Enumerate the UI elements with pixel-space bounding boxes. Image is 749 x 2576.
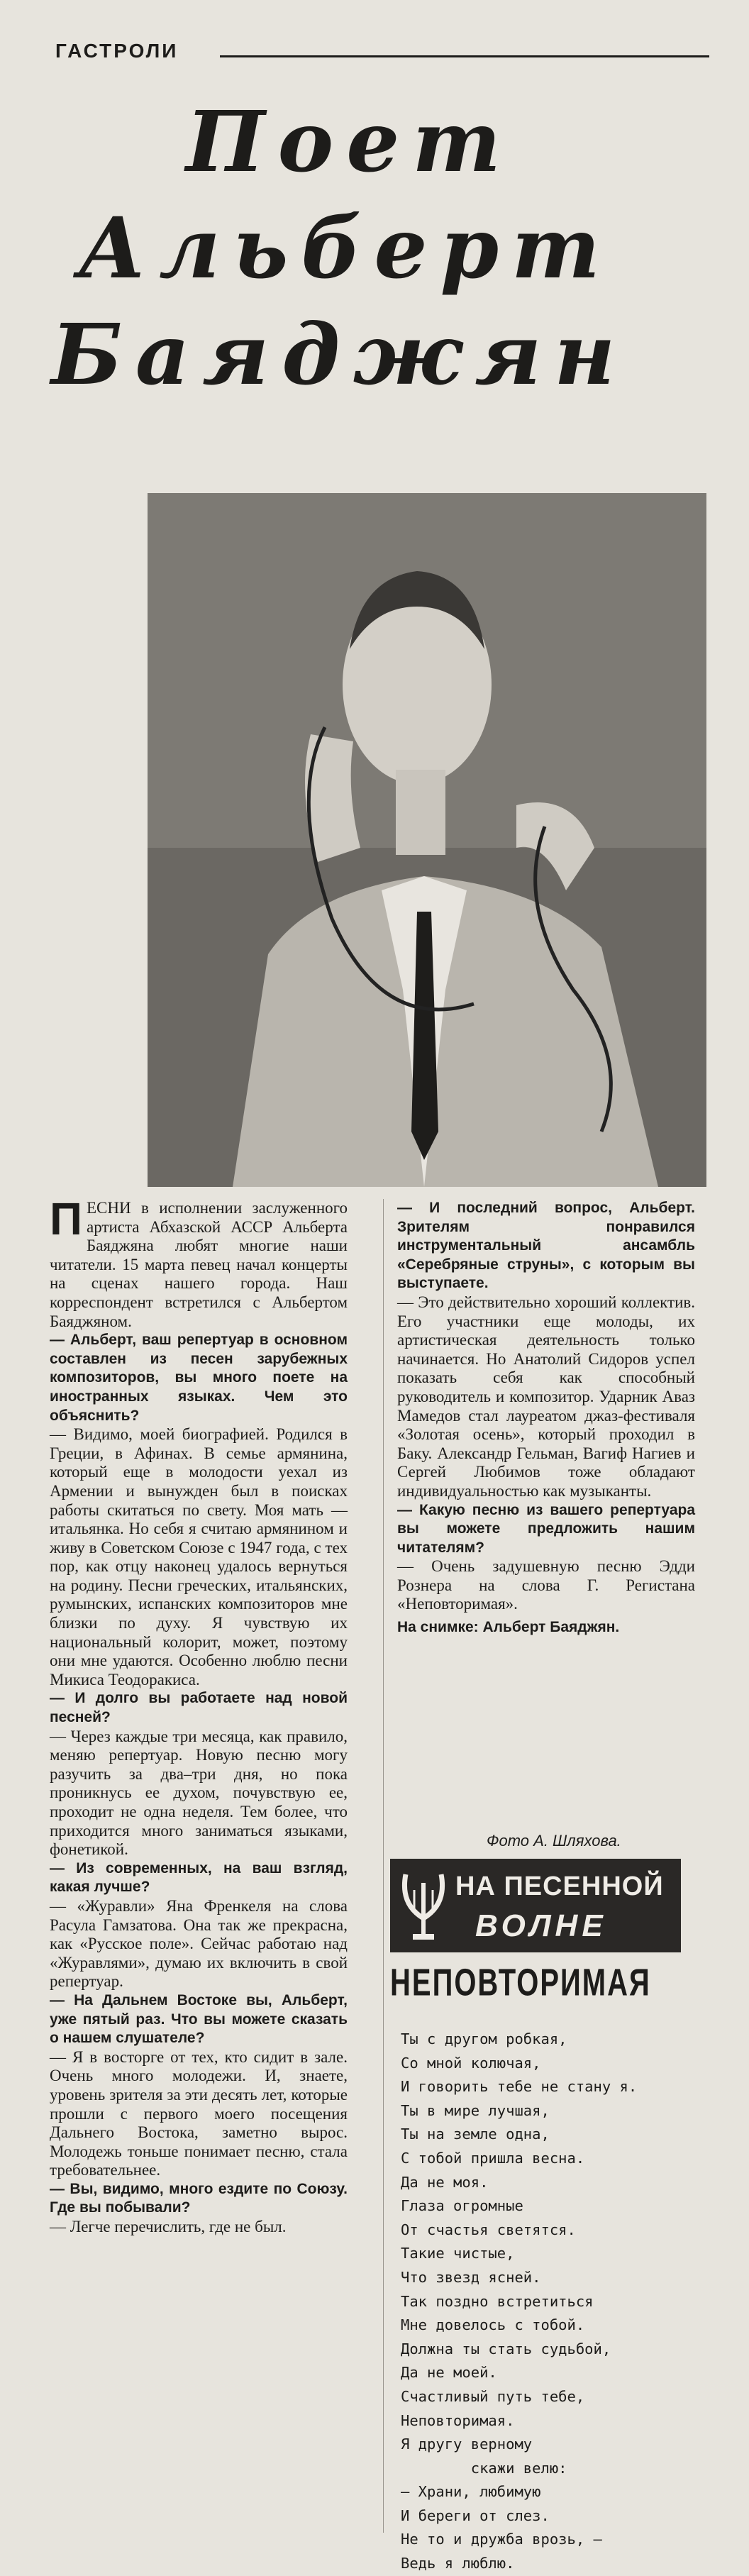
title-line-2: Альберт bbox=[78, 199, 613, 297]
answer-7: — Очень задушевную песню Эдди Рознера на слова Г. Регистана «Неповторимая». bbox=[397, 1557, 695, 1613]
dropcap: П bbox=[50, 1193, 82, 1244]
question-1: — Альберт, ваш репертуар в основном составлен из песен зарубежных композиторов, вы много поете на иностранных языках. Чем это объяснить? bbox=[50, 1332, 348, 1424]
question-2: — И долго вы работаете над новой песней? bbox=[50, 1690, 348, 1726]
answer-2: — Через каждые три месяца, как правило, меняю репертуар. Новую песню могу разучить за два–три дня, но пока проникнусь ее духом, почувствую ее, проходит не одна неделя. Тем более, что приходится много заниматься языками, фонетикой. bbox=[50, 1727, 348, 1859]
left-column bbox=[50, 1193, 348, 2237]
title-line-3: Баяджян bbox=[51, 305, 628, 404]
intro-paragraph bbox=[50, 1193, 348, 1331]
rubric: ГАСТРОЛИ bbox=[55, 40, 179, 62]
intro-text: ЕСНИ в исполнении заслуженного артиста Абхазской АССР Альберта Баяджяна любят многие наши читатели. 15 марта певец начал концерты на сценах нашего города. Наш корреспондент встретился с Альбертом Баяджяном. bbox=[50, 1199, 348, 1330]
singer-photo-icon bbox=[148, 493, 706, 1187]
song-title: НЕПОВТОРИМАЯ bbox=[390, 1962, 651, 2004]
question-4: — На Дальнем Востоке вы, Альберт, уже пятый раз. Что вы можете сказать о нашем слушателе? bbox=[50, 1991, 348, 2047]
photo-credit: Фото А. Шляхова. bbox=[487, 1832, 621, 1850]
answer-1: — Видимо, моей биографией. Родился в Греции, в Афинах. В семье армянина, который еще в молодости уехал из Армении и вынужден был в поисках работы скитаться по свету. Моя мать — итальянка. Но себя я считаю армянином и живу в Советском Союзе с 1947 года, с тех пор, как отцу наконец удалось вернуться на родину. Песни греческих, итальянских, румынских, испанских композиторов мне близки по духу. Я чувствую их национальный колорит, может, поэтому они мне удаются. Особенно люблю песни Микиса Теодоракиса. bbox=[50, 1425, 348, 1688]
banner-line-2: ВОЛНЕ bbox=[475, 1908, 607, 1943]
title-line-1: Поет bbox=[186, 92, 514, 191]
photo-caption: На снимке: Альберт Баяджян. bbox=[397, 1619, 620, 1636]
section-banner bbox=[390, 1859, 681, 1952]
singer-photo bbox=[148, 493, 706, 1187]
column-divider bbox=[383, 1199, 384, 2533]
answer-6: — Это действительно хороший коллектив. Его участники еще молоды, их артистическая деятельность только начинается. Но Анатолий Сидоров успел показать себя как способный руководитель и композитор. Ударник Аваз Мамедов стал лауреатом джаз-фестиваля «Золотая осень», который проходил в Баку. Александр Гельман, Вагиф Нагиев и Сергей Любимов тоже обладают индивидуальностью как музыканты. bbox=[397, 1293, 695, 1500]
question-6: — И последний вопрос, Альберт. Зрителям понравился инструментальный ансамбль «Серебряные струны», с которым вы выступаете. bbox=[397, 1200, 695, 1292]
question-7: — Какую песню из вашего репертуара вы можете предложить нашим читателям? bbox=[397, 1501, 695, 1556]
song-lyrics: Ты с другом робкая, Со мной колючая, И говорить тебе не стану я. Ты в мире лучшая, Ты на земле одна, С тобой пришла весна. Да не моя. Глаза огромные От счастья светятся. Такие чистые, Что звезд ясней. Так поздно встретиться Мне довелось с тобой. Должна ты стать судьбой, Да не моей. Счастливый путь тебе, Неповторимая. Я другу верному скажи велю: — Храни, любимую И береги от слез. Не то и дружба врозь, — Ведь я люблю. bbox=[401, 2030, 638, 2572]
right-column bbox=[397, 1199, 695, 1637]
rubric-rule bbox=[220, 55, 709, 57]
question-5: — Вы, видимо, много ездите по Союзу. Где вы побывали? bbox=[50, 2180, 348, 2216]
lyre-icon bbox=[399, 1869, 448, 1942]
question-3: — Из современных, на ваш взгляд, какая лучше? bbox=[50, 1859, 348, 1896]
banner-line-1: НА ПЕСЕННОЙ bbox=[455, 1872, 664, 1901]
answer-5: — Легче перечислить, где не был. bbox=[50, 2218, 287, 2236]
answer-3: — «Журавли» Яна Френкеля на слова Расула Гамзатова. Она так же прекрасна, как «Русское поле». Сейчас работаю над «Журавлями», думаю их включить в свой репертуар. bbox=[50, 1896, 348, 1991]
answer-4: — Я в восторге от тех, кто сидит в зале. Очень много молодежи. И, знаете, уровень зрителя за эти десять лет, которые прошли с первого моего посещения Дальнего Востока, заметно вырос. Молодежь тоньше понимает песню, стала требовательнее. bbox=[50, 2047, 348, 2179]
